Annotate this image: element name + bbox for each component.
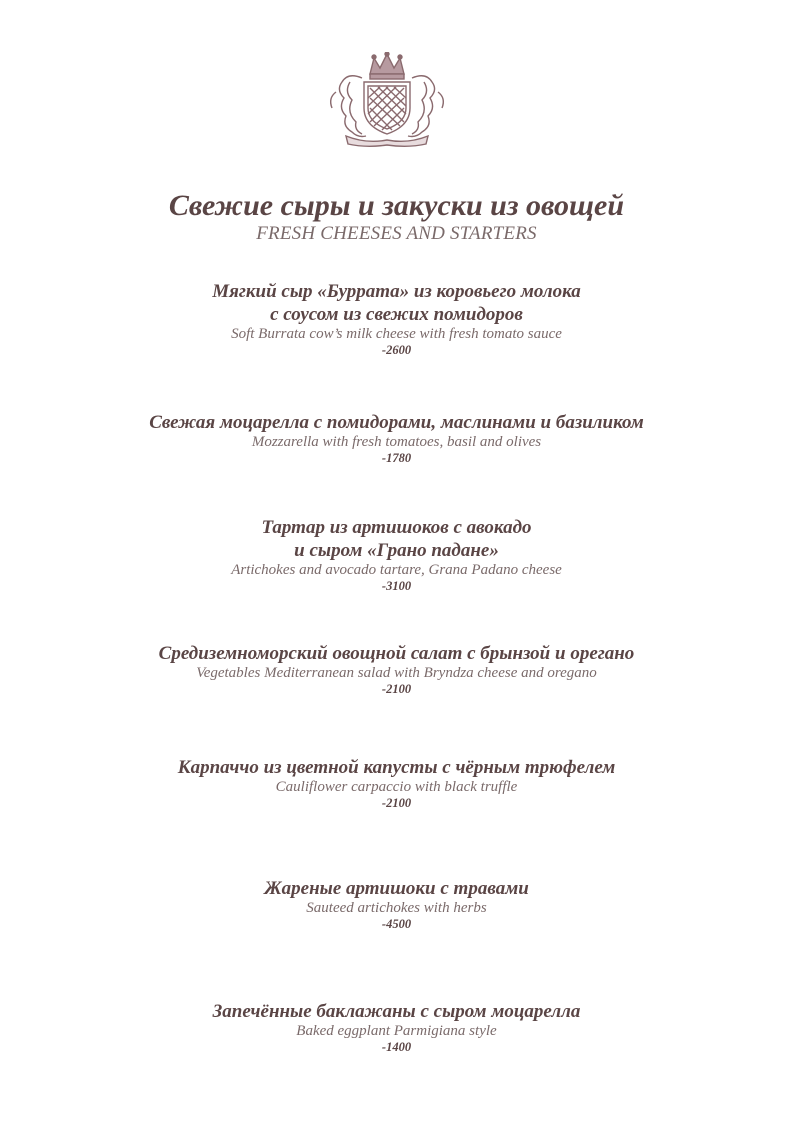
item-desc-en: Mozzarella with fresh tomatoes, basil and olives xyxy=(251,434,542,450)
item-desc-en: Cauliflower carpaccio with black truffle xyxy=(275,779,518,795)
item-price: -4500 xyxy=(381,917,412,931)
item-price: -1780 xyxy=(381,451,412,465)
item-desc-en: Artichokes and avocado tartare, Grana Padano cheese xyxy=(231,562,562,578)
menu-item xyxy=(0,516,793,594)
item-name-ru: Свежая моцарелла с помидорами, маслинами и базиликом xyxy=(149,412,644,433)
menu-item xyxy=(0,877,793,932)
item-name-ru: Тартар из артишоков с авокадо xyxy=(261,517,532,538)
item-name-ru: с соусом из свежих помидоров xyxy=(270,304,523,325)
item-name-ru: Средиземноморский овощной салат с брынзой и орегано xyxy=(158,643,635,664)
section-title-en: FRESH CHEESES AND STARTERS xyxy=(256,223,537,244)
item-desc-en: Soft Burrata cow’s milk cheese with fresh tomato sauce xyxy=(231,326,562,342)
menu-item xyxy=(0,411,793,466)
menu-item xyxy=(0,1000,793,1055)
item-name-ru: Мягкий сыр «Буррата» из коровьего молока xyxy=(212,281,581,302)
item-price: -2100 xyxy=(381,682,412,696)
item-name-ru: Жареные артишоки с травами xyxy=(264,878,529,899)
item-name-ru: Запечённые баклажаны с сыром моцарелла xyxy=(212,1001,581,1022)
item-desc-en: Baked eggplant Parmigiana style xyxy=(296,1023,497,1039)
item-price: -3100 xyxy=(381,579,412,593)
item-desc-en: Sauteed artichokes with herbs xyxy=(306,900,487,916)
menu-item xyxy=(0,280,793,358)
section-title-ru: Свежие сыры и закуски из овощей xyxy=(168,189,625,222)
item-name-ru: Карпаччо из цветной капусты с чёрным трюфелем xyxy=(177,757,616,778)
item-price: -2600 xyxy=(381,343,412,357)
menu-item xyxy=(0,756,793,811)
menu-item xyxy=(0,642,793,697)
crest-icon xyxy=(326,52,448,148)
section-header xyxy=(0,188,793,244)
item-price: -1400 xyxy=(381,1040,412,1054)
item-price: -2100 xyxy=(381,796,412,810)
item-desc-en: Vegetables Mediterranean salad with Bryndza cheese and oregano xyxy=(196,665,597,681)
item-name-ru: и сыром «Грано падане» xyxy=(294,540,499,561)
